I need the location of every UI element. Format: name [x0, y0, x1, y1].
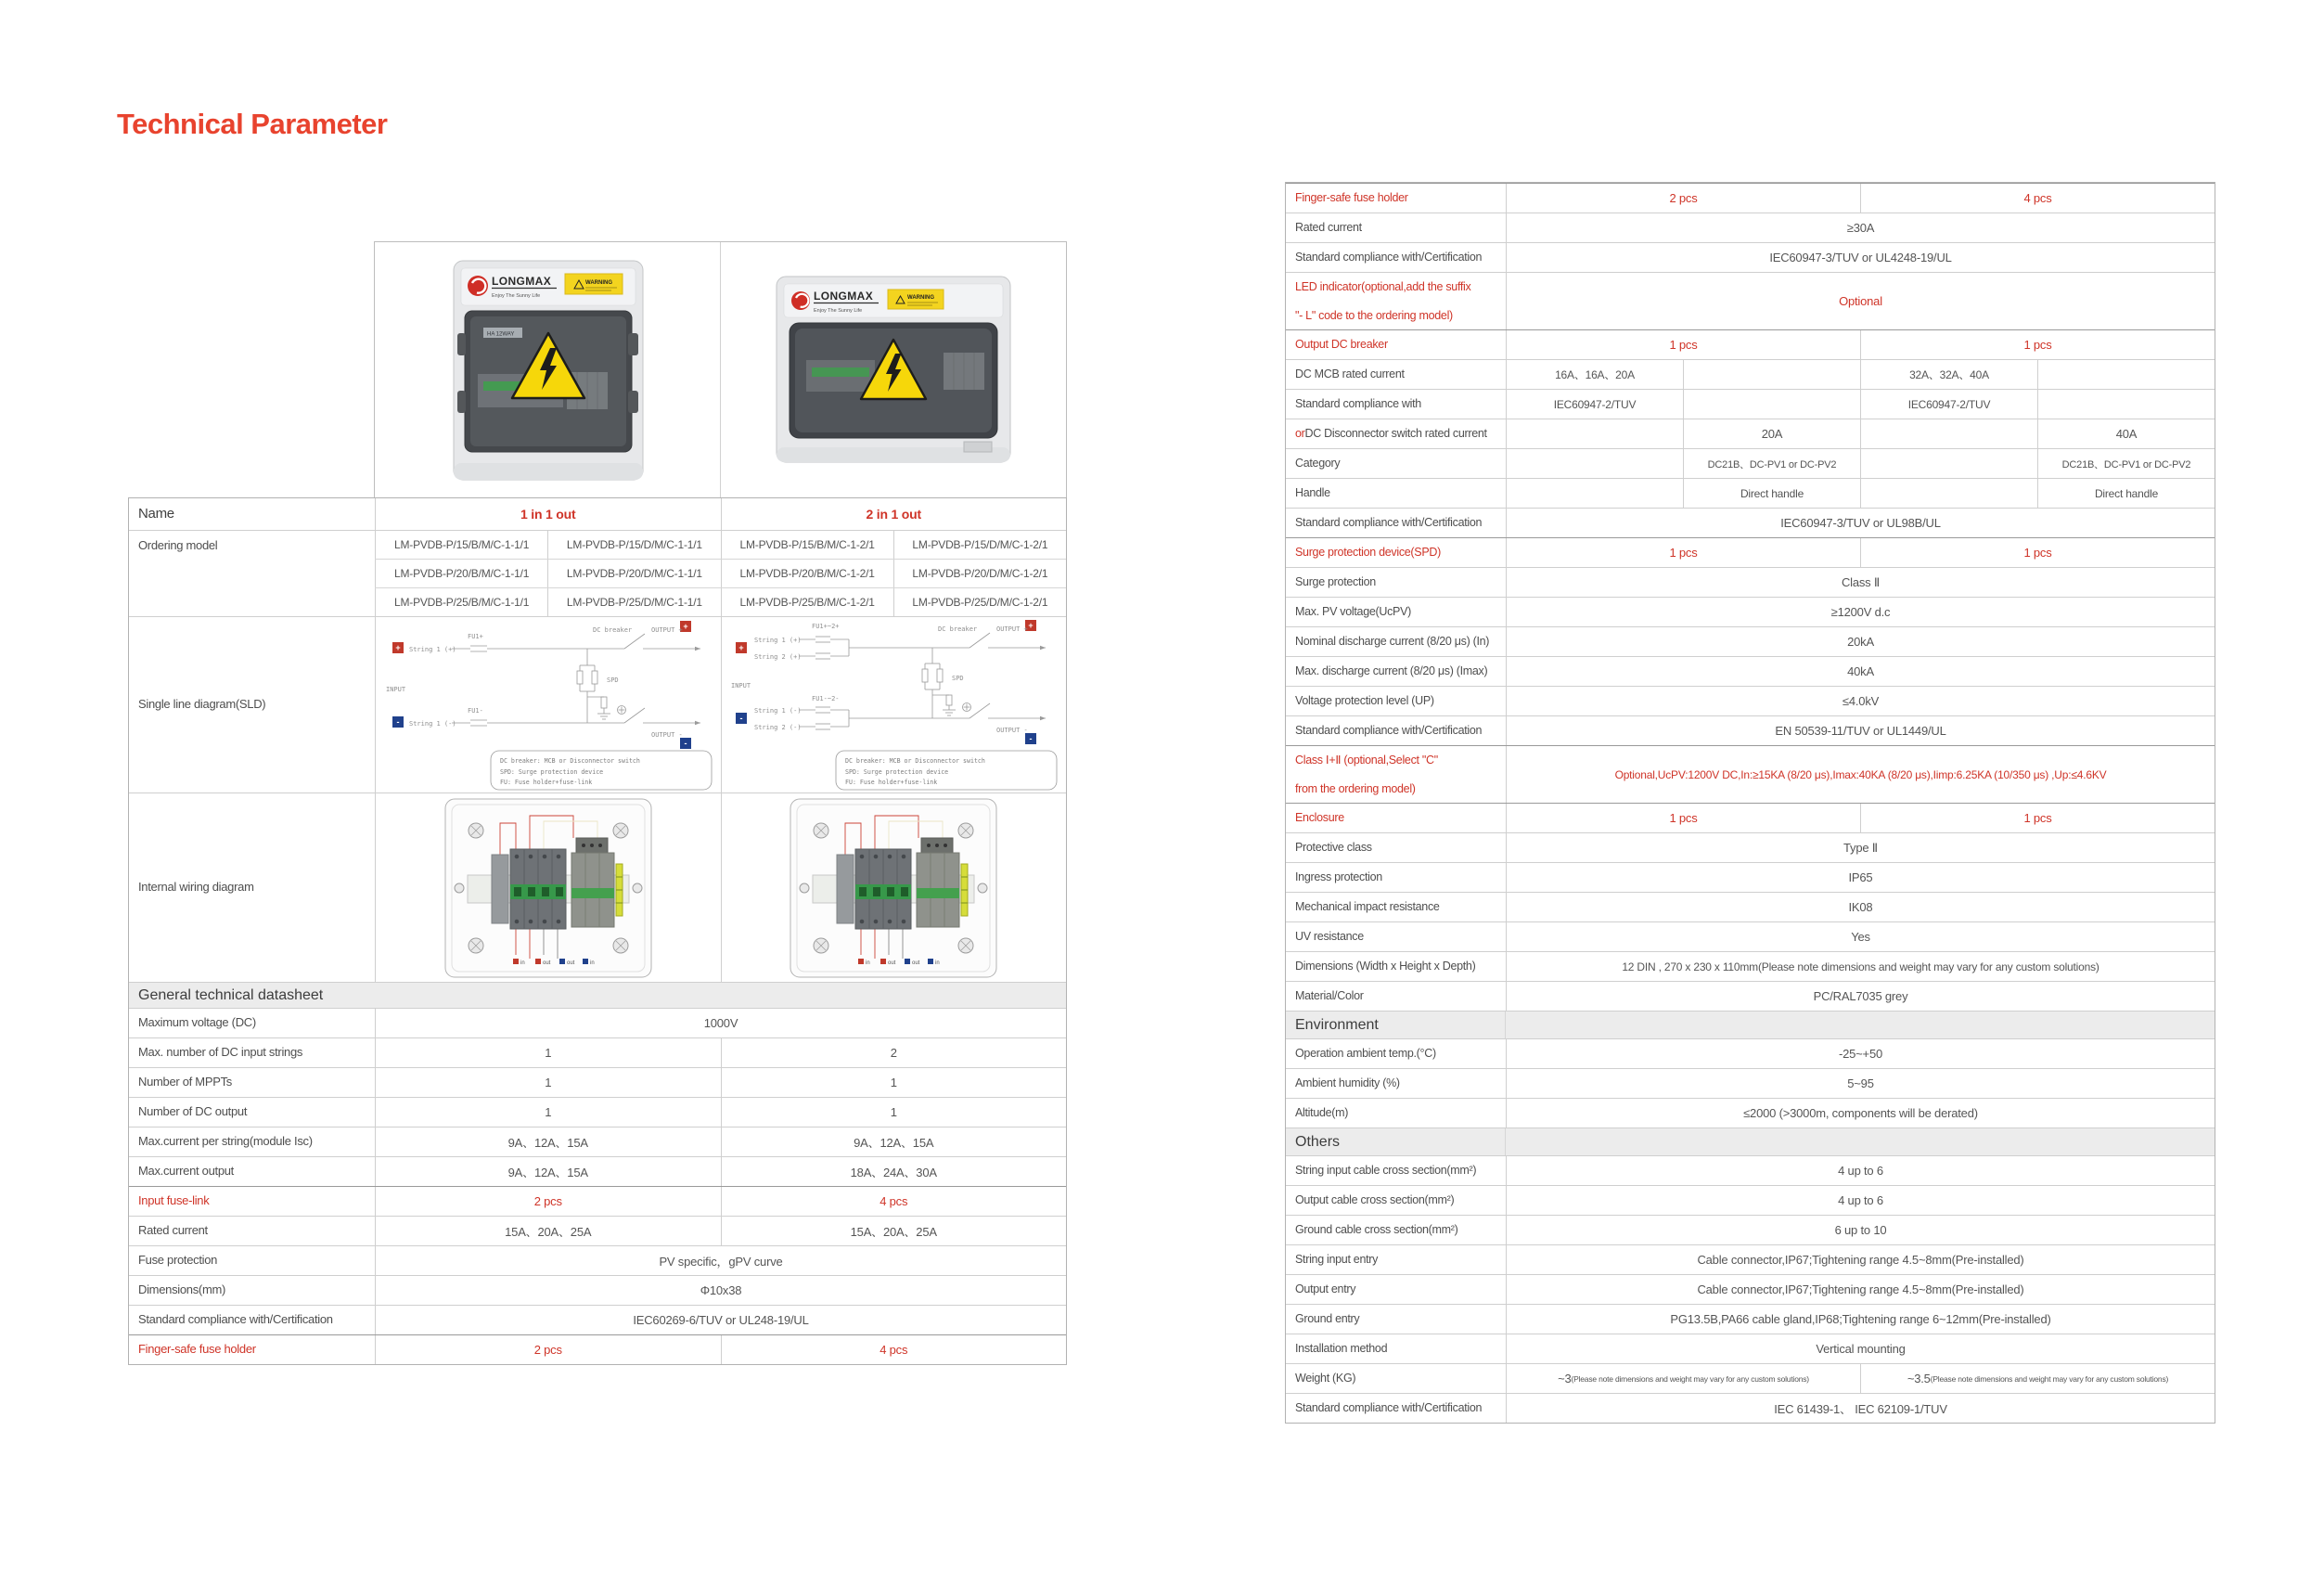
product-table — [128, 241, 1067, 1365]
table-row — [129, 1305, 1066, 1334]
section-header — [1286, 1128, 2215, 1155]
table-row — [129, 1097, 1066, 1127]
section-label: General technical datasheet — [138, 986, 324, 1003]
table-cell: 40A — [2037, 419, 2215, 448]
table-cell: 1000V — [375, 1009, 1066, 1037]
row-label: Material/Color — [1295, 989, 1364, 1003]
table-cell: 1 in 1 out — [375, 498, 721, 530]
row-label: Max. discharge current (8/20 μs) (Imax) — [1295, 664, 1488, 678]
row-label: Max. PV voltage(UcPV) — [1295, 605, 1411, 619]
row-label: Enclosure — [1295, 811, 1344, 825]
general-datasheet-table — [128, 497, 1067, 1365]
svg-text:-: - — [1029, 733, 1033, 743]
table-row — [1286, 567, 2215, 597]
svg-text:SPD: SPD — [952, 674, 964, 682]
row-label: Output DC breaker — [1295, 338, 1388, 352]
svg-text:OUTPUT -: OUTPUT - — [996, 726, 1028, 734]
table-row — [1286, 597, 2215, 626]
row-label: Rated current — [1295, 221, 1362, 235]
row-label: Number of DC output — [138, 1104, 248, 1119]
sld2-cell — [721, 617, 1067, 792]
table-cell — [1860, 449, 2037, 478]
table-cell: 6 up to 10 — [1506, 1216, 2215, 1244]
row-label: Protective class — [1295, 841, 1372, 855]
single-line-diagram-1in1out — [381, 619, 715, 792]
row-label: Finger-safe fuse holder — [138, 1342, 256, 1357]
section-header — [1286, 1011, 2215, 1038]
page-title: Technical Parameter — [117, 108, 388, 140]
table-row — [1286, 478, 2215, 508]
table-row — [1286, 803, 2215, 832]
row-label: Standard compliance with — [1295, 397, 1421, 411]
table-cell: IEC 61439-1、 IEC 62109-1/TUV — [1506, 1394, 2215, 1423]
svg-text:FU1+~2+: FU1+~2+ — [812, 622, 840, 630]
row-label: Operation ambient temp.(°C) — [1295, 1047, 1436, 1061]
svg-text:out: out — [542, 960, 551, 966]
row-label: Ingress protection — [1295, 870, 1382, 884]
row-label: Standard compliance with/Certification — [1295, 1401, 1483, 1415]
table-row — [129, 1216, 1066, 1245]
table-cell: ≥1200V d.c — [1506, 598, 2215, 626]
svg-text:DC breaker: DC breaker — [938, 625, 978, 633]
svg-text:in: in — [589, 960, 595, 966]
table-row — [1286, 183, 2215, 213]
table-cell: 1 — [375, 1098, 721, 1127]
row-label: Number of MPPTs — [138, 1075, 232, 1089]
row-label: Standard compliance with/Certification — [1295, 724, 1483, 738]
table-row — [1286, 626, 2215, 656]
svg-text:-: - — [396, 716, 400, 727]
table-cell: 5~95 — [1506, 1069, 2215, 1098]
table-cell: 12 DIN , 270 x 230 x 110mm(Please note dimensions and weight may vary for any custom solutions) — [1506, 952, 2215, 981]
table-cell — [1506, 479, 1683, 508]
sld1-cell — [375, 617, 721, 792]
table-cell: 1 pcs — [1506, 804, 1860, 832]
table-row — [1286, 1334, 2215, 1363]
table-cell: 2 pcs — [375, 1187, 721, 1216]
row-label: Max.current output — [138, 1164, 234, 1179]
row-label: Internal wiring diagram — [138, 880, 254, 895]
table-row — [1286, 1304, 2215, 1334]
table-row — [1286, 1098, 2215, 1128]
table-row — [1286, 1038, 2215, 1068]
row-label: LED indicator(optional,add the suffix "- L" code to the ordering model) — [1295, 280, 1471, 322]
table-row — [129, 498, 1066, 530]
svg-text:OUTPUT -: OUTPUT - — [650, 730, 683, 739]
combiner-box-photo-2in1out — [769, 264, 1018, 477]
row-label: Standard compliance with/Certification — [1295, 516, 1483, 530]
svg-text:WARNING: WARNING — [584, 279, 612, 286]
row-label: Max.current per string(module Isc) — [138, 1134, 313, 1149]
svg-text:String 1 (+): String 1 (+) — [754, 636, 802, 644]
table-row — [129, 1008, 1066, 1037]
table-row — [1286, 921, 2215, 951]
svg-text:LONGMAX: LONGMAX — [814, 289, 874, 303]
table-cell: 9A、12A、15A — [375, 1157, 721, 1186]
table-cell: 1 — [375, 1068, 721, 1097]
table-row — [1286, 242, 2215, 272]
internal-wiring-diagram — [432, 795, 664, 981]
table-row — [1286, 981, 2215, 1011]
svg-text:String 1 (+): String 1 (+) — [408, 645, 456, 653]
table-cell: ≥30A — [1506, 213, 2215, 242]
table-cell: LM-PVDB-P/20/D/M/C-1-1/1 — [547, 560, 720, 587]
svg-text:FU: Fuse holder+fuse-link: FU: Fuse holder+fuse-link — [845, 778, 938, 786]
row-label: Finger-safe fuse holder — [1295, 191, 1408, 205]
svg-text:INPUT: INPUT — [385, 685, 405, 693]
section-header — [129, 982, 1066, 1008]
svg-text:SPD: Surge protection device: SPD: Surge protection device — [845, 767, 949, 776]
svg-text:Enjoy The Sunny Life: Enjoy The Sunny Life — [814, 307, 863, 314]
row-label: Nominal discharge current (8/20 μs) (In) — [1295, 635, 1490, 649]
table-row — [1286, 951, 2215, 981]
section-label: Others — [1295, 1133, 1341, 1150]
table-row — [1286, 448, 2215, 478]
detail-table — [1285, 182, 2215, 1424]
combiner-box-photo-1in1out — [439, 253, 657, 487]
svg-text:FU: Fuse holder+fuse-link: FU: Fuse holder+fuse-link — [499, 778, 592, 786]
table-cell: 2 pcs — [375, 1335, 721, 1364]
table-cell: 9A、12A、15A — [721, 1128, 1067, 1156]
row-label: Maximum voltage (DC) — [138, 1015, 256, 1030]
table-row — [1286, 1068, 2215, 1098]
table-cell: 4 up to 6 — [1506, 1156, 2215, 1185]
single-line-diagram-2in1out — [726, 619, 1060, 792]
table-cell: ≤4.0kV — [1506, 687, 2215, 715]
svg-text:HA 12WAY: HA 12WAY — [486, 331, 514, 337]
svg-text:out: out — [912, 960, 920, 966]
table-cell: Direct handle — [2037, 479, 2215, 508]
table-cell: Direct handle — [1683, 479, 1860, 508]
table-row — [129, 1275, 1066, 1305]
table-cell: Vertical mounting — [1506, 1334, 2215, 1363]
table-cell — [1683, 360, 1860, 389]
table-cell: IEC60947-3/TUV or UL98B/UL — [1506, 509, 2215, 537]
table-row — [1286, 832, 2215, 862]
table-row — [1286, 1215, 2215, 1244]
table-cell: IEC60947-2/TUV — [1860, 390, 2037, 419]
table-cell: 1 pcs — [1506, 330, 1860, 359]
table-cell: 2 in 1 out — [721, 498, 1067, 530]
svg-text:+: + — [738, 642, 744, 652]
table-cell — [1506, 419, 1683, 448]
table-cell: Cable connector,IP67;Tightening range 4.5~8mm(Pre-installed) — [1506, 1245, 2215, 1274]
table-cell — [1860, 479, 2037, 508]
table-cell: DC21B、DC-PV1 or DC-PV2 — [1683, 449, 1860, 478]
row-label: Dimensions(mm) — [138, 1282, 226, 1297]
table-row — [129, 530, 1066, 616]
row-label: Rated current — [138, 1223, 208, 1238]
svg-text:INPUT: INPUT — [731, 681, 751, 689]
svg-text:-: - — [739, 713, 743, 723]
table-cell: 1 — [375, 1038, 721, 1067]
table-cell: 20A — [1683, 419, 1860, 448]
row-label: Output entry — [1295, 1282, 1356, 1296]
row-label: Input fuse-link — [138, 1193, 210, 1208]
svg-text:FU1-: FU1- — [467, 706, 483, 715]
detail-datasheet-table — [1285, 182, 2215, 1424]
svg-text:+: + — [683, 621, 688, 631]
table-row — [1286, 508, 2215, 537]
table-cell — [2037, 390, 2215, 419]
table-cell: IK08 — [1506, 893, 2215, 921]
table-cell: PC/RAL7035 grey — [1506, 982, 2215, 1011]
table-cell: 1 — [721, 1068, 1067, 1097]
svg-text:in: in — [866, 960, 870, 966]
table-cell: LM-PVDB-P/15/D/M/C-1-1/1 — [547, 531, 720, 559]
table-cell: LM-PVDB-P/15/B/M/C-1-1/1 — [375, 531, 547, 559]
table-cell: 9A、12A、15A — [375, 1128, 721, 1156]
row-label: Category — [1295, 457, 1341, 470]
table-cell — [1860, 419, 2037, 448]
table-cell: 16A、16A、20A — [1506, 360, 1683, 389]
table-cell: LM-PVDB-P/20/B/M/C-1-2/1 — [721, 560, 893, 587]
table-row — [1286, 1155, 2215, 1185]
table-cell: Optional — [1506, 273, 2215, 329]
table-row — [129, 1186, 1066, 1216]
table-cell — [1683, 390, 1860, 419]
table-cell: 4 pcs — [1860, 184, 2215, 213]
table-cell: IEC60947-2/TUV — [1506, 390, 1683, 419]
wire-cell — [375, 793, 721, 982]
table-cell: LM-PVDB-P/15/B/M/C-1-2/1 — [721, 531, 893, 559]
section-label: Environment — [1295, 1016, 1379, 1033]
row-label: or DC Disconnector switch rated current — [1295, 427, 1487, 441]
svg-text:+: + — [395, 642, 401, 652]
table-row — [129, 1037, 1066, 1067]
table-cell: IP65 — [1506, 863, 2215, 892]
svg-text:String 2 (-): String 2 (-) — [754, 723, 802, 731]
row-label: Ambient humidity (%) — [1295, 1076, 1400, 1090]
row-label: Dimensions (Width x Height x Depth) — [1295, 960, 1476, 973]
table-row — [1286, 715, 2215, 745]
row-label: Standard compliance with/Certification — [138, 1312, 333, 1327]
svg-text:FU1-~2-: FU1-~2- — [812, 694, 840, 702]
table-cell: 20kA — [1506, 627, 2215, 656]
svg-text:Enjoy The Sunny Life: Enjoy The Sunny Life — [491, 292, 540, 299]
table-row — [1286, 656, 2215, 686]
table-cell: 4 pcs — [721, 1187, 1067, 1216]
svg-text:-: - — [684, 738, 687, 748]
row-label: Ground entry — [1295, 1312, 1360, 1326]
row-label: Output cable cross section(mm²) — [1295, 1193, 1455, 1207]
row-label: Voltage protection level (UP) — [1295, 694, 1434, 708]
table-row — [129, 1156, 1066, 1186]
table-row — [1286, 1393, 2215, 1423]
table-cell: LM-PVDB-P/20/B/M/C-1-1/1 — [375, 560, 547, 587]
table-cell: ≤2000 (>3000m, components will be derated) — [1506, 1099, 2215, 1128]
svg-text:out: out — [888, 960, 896, 966]
table-cell: LM-PVDB-P/25/D/M/C-1-2/1 — [893, 588, 1066, 616]
table-cell: Φ10x38 — [375, 1276, 1066, 1305]
row-label: Ordering model — [138, 538, 218, 552]
table-cell: 15A、20A、25A — [721, 1217, 1067, 1245]
table-cell: 32A、32A、40A — [1860, 360, 2037, 389]
table-row — [1286, 537, 2215, 567]
internal-wiring-diagram — [777, 795, 1009, 981]
row-label: Single line diagram(SLD) — [138, 697, 266, 712]
row-label: Surge protection device(SPD) — [1295, 546, 1441, 560]
table-cell — [2037, 360, 2215, 389]
table-row — [1286, 419, 2215, 448]
table-cell: 1 pcs — [1860, 804, 2215, 832]
table-cell: 40kA — [1506, 657, 2215, 686]
table-row — [1286, 389, 2215, 419]
svg-text:String 1 (-): String 1 (-) — [754, 706, 802, 715]
row-label: Installation method — [1295, 1342, 1388, 1356]
row-label: Altitude(m) — [1295, 1106, 1349, 1120]
product-images-row — [374, 241, 1067, 497]
table-row — [129, 1334, 1066, 1364]
table-cell — [1506, 449, 1683, 478]
table-row — [1286, 213, 2215, 242]
svg-text:DC breaker: DC breaker — [592, 625, 632, 634]
table-cell: 1 pcs — [1506, 538, 1860, 567]
table-cell: 4 up to 6 — [1506, 1186, 2215, 1215]
table-cell: LM-PVDB-P/25/B/M/C-1-1/1 — [375, 588, 547, 616]
svg-text:out: out — [566, 960, 575, 966]
row-label: Fuse protection — [138, 1253, 218, 1268]
table-cell: 4 pcs — [721, 1335, 1067, 1364]
svg-text:OUTPUT +: OUTPUT + — [996, 625, 1028, 633]
table-cell: -25~+50 — [1506, 1039, 2215, 1068]
table-cell: 1 pcs — [1860, 538, 2215, 567]
table-cell: 2 — [721, 1038, 1067, 1067]
table-row — [129, 1067, 1066, 1097]
table-cell: LM-PVDB-P/25/B/M/C-1-2/1 — [721, 588, 893, 616]
product-image-1in1out — [375, 242, 720, 497]
table-cell: ~3.5 (Please note dimensions and weight may vary for any custom solutions) — [1860, 1364, 2215, 1393]
row-label: Weight (KG) — [1295, 1372, 1356, 1385]
table-cell: LM-PVDB-P/15/D/M/C-1-2/1 — [893, 531, 1066, 559]
table-row — [1286, 359, 2215, 389]
table-cell: 1 — [721, 1098, 1067, 1127]
table-cell: PG13.5B,PA66 cable gland,IP68;Tightening range 6~12mm(Pre-installed) — [1506, 1305, 2215, 1334]
table-cell: 1 pcs — [1860, 330, 2215, 359]
svg-text:FU1+: FU1+ — [467, 632, 483, 640]
table-row — [129, 1127, 1066, 1156]
svg-text:OUTPUT +: OUTPUT + — [650, 625, 683, 634]
table-row — [1286, 892, 2215, 921]
table-row — [1286, 1274, 2215, 1304]
table-cell: PV specific，gPV curve — [375, 1246, 1066, 1275]
table-row — [1286, 1185, 2215, 1215]
row-label: String input cable cross section(mm²) — [1295, 1164, 1477, 1178]
table-cell: 15A、20A、25A — [375, 1217, 721, 1245]
table-row — [1286, 862, 2215, 892]
table-row — [129, 792, 1066, 982]
svg-text:DC breaker: MCB or Disconnecto: DC breaker: MCB or Disconnector switch — [499, 756, 640, 765]
row-label: DC MCB rated current — [1295, 367, 1405, 381]
table-cell: 2 pcs — [1506, 184, 1860, 213]
table-cell: ~3 (Please note dimensions and weight may vary for any custom solutions) — [1506, 1364, 1860, 1393]
svg-text:WARNING: WARNING — [907, 294, 934, 301]
svg-text:SPD: SPD — [606, 676, 619, 684]
row-label: Mechanical impact resistance — [1295, 900, 1440, 914]
svg-text:+: + — [1028, 620, 1034, 630]
table-row — [1286, 686, 2215, 715]
row-label: Ground cable cross section(mm²) — [1295, 1223, 1458, 1237]
table-cell: Type Ⅱ — [1506, 833, 2215, 862]
table-cell: LM-PVDB-P/20/D/M/C-1-2/1 — [893, 560, 1066, 587]
row-label: Handle — [1295, 486, 1330, 500]
svg-text:String 1 (-): String 1 (-) — [408, 719, 456, 728]
table-cell: IEC60269-6/TUV or UL248-19/UL — [375, 1306, 1066, 1334]
svg-text:DC breaker: MCB or Disconnecto: DC breaker: MCB or Disconnector switch — [845, 756, 986, 765]
svg-text:SPD: Surge protection device: SPD: Surge protection device — [499, 767, 603, 776]
row-label: Surge protection — [1295, 575, 1376, 589]
table-row — [129, 616, 1066, 792]
svg-text:in: in — [520, 960, 525, 966]
svg-text:LONGMAX: LONGMAX — [491, 274, 551, 288]
table-row — [1286, 1244, 2215, 1274]
row-label: Standard compliance with/Certification — [1295, 251, 1483, 264]
table-row — [1286, 1363, 2215, 1393]
table-cell: Cable connector,IP67;Tightening range 4.5~8mm(Pre-installed) — [1506, 1275, 2215, 1304]
row-label: Class Ⅰ+Ⅱ (optional,Select "C" from the ordering model) — [1295, 754, 1438, 795]
table-row — [1286, 272, 2215, 329]
table-cell: EN 50539-11/TUV or UL1449/UL — [1506, 716, 2215, 745]
table-cell: DC21B、DC-PV1 or DC-PV2 — [2037, 449, 2215, 478]
row-label: UV resistance — [1295, 930, 1364, 944]
table-row — [1286, 329, 2215, 359]
table-cell: IEC60947-3/TUV or UL4248-19/UL — [1506, 243, 2215, 272]
wire-cell — [721, 793, 1067, 982]
table-row — [1286, 745, 2215, 803]
product-image-2in1out — [720, 242, 1066, 497]
table-cell: LM-PVDB-P/25/D/M/C-1-1/1 — [547, 588, 720, 616]
table-cell: Yes — [1506, 922, 2215, 951]
table-cell: 18A、24A、30A — [721, 1157, 1067, 1186]
row-label: String input entry — [1295, 1253, 1379, 1267]
svg-text:in: in — [935, 960, 940, 966]
row-label: Name — [138, 506, 174, 522]
table-cell: Class Ⅱ — [1506, 568, 2215, 597]
row-label: Max. number of DC input strings — [138, 1045, 303, 1060]
table-row — [129, 1245, 1066, 1275]
svg-text:String 2 (+): String 2 (+) — [754, 652, 802, 661]
table-cell: Optional,UcPV:1200V DC,In:≥15KA (8/20 μs),Imax:40KA (8/20 μs),Iimp:6.25KA (10/350 μs) ,Up:≤4.6KV — [1506, 746, 2215, 803]
